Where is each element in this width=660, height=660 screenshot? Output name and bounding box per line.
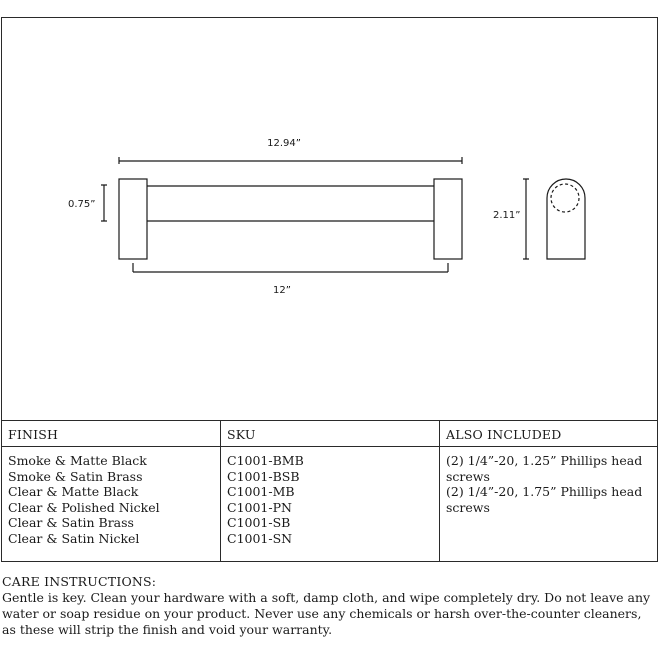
bar-diameter-dimension-line <box>101 185 107 221</box>
drawing-canvas <box>2 18 657 420</box>
overall-length-dimension-line <box>119 157 462 164</box>
overall-length-label: 12.94” <box>267 138 301 149</box>
bar-diameter-label: 0.75” <box>68 199 96 210</box>
handle-bar <box>147 186 434 221</box>
sku-item: C1001-BSB <box>227 468 300 484</box>
care-instructions <box>2 574 658 638</box>
included-item: (2) 1/4”-20, 1.25” Phillips head screws <box>446 453 643 484</box>
sku-item: C1001-BMB <box>227 453 304 468</box>
sku-header: SKU <box>221 421 439 447</box>
right-post <box>434 179 462 259</box>
finish-header: FINISH <box>2 421 220 447</box>
projection-label: 2.11” <box>493 210 521 221</box>
side-profile-hidden-bar <box>551 184 579 212</box>
sku-column <box>221 421 440 562</box>
spec-table <box>2 420 657 562</box>
sku-item: C1001-SN <box>227 530 293 546</box>
finish-item: Smoke & Matte Black <box>8 453 147 468</box>
care-text: Gentle is key. Clean your hardware with a soft, damp cloth, and wipe completely dry. Do not leave any water or soap residue on your product. Never use any chemicals or harsh over-the-counter cleaners, as these will strip the finish and void your warranty. <box>2 590 651 637</box>
included-column <box>440 421 657 562</box>
finish-item: Clear & Satin Nickel <box>8 530 140 546</box>
finish-column <box>2 421 221 562</box>
included-header: ALSO INCLUDED <box>440 421 657 447</box>
care-title: CARE INSTRUCTIONS: <box>2 574 157 589</box>
technical-drawing <box>2 18 657 420</box>
center-to-center-dimension-line <box>133 263 448 272</box>
left-post <box>119 179 147 259</box>
sku-item: C1001-SB <box>227 515 291 531</box>
finish-item: Clear & Satin Brass <box>8 515 134 531</box>
spec-sheet <box>1 17 658 562</box>
finish-item: Clear & Polished Nickel <box>8 499 160 515</box>
sku-item: C1001-PN <box>227 499 292 515</box>
projection-dimension-line <box>523 179 529 259</box>
center-to-center-label: 12” <box>273 285 291 296</box>
finish-item: Smoke & Satin Brass <box>8 468 143 484</box>
finish-item: Clear & Matte Black <box>8 484 139 500</box>
included-item: (2) 1/4”-20, 1.75” Phillips head screws <box>446 484 643 515</box>
sku-item: C1001-MB <box>227 484 295 500</box>
